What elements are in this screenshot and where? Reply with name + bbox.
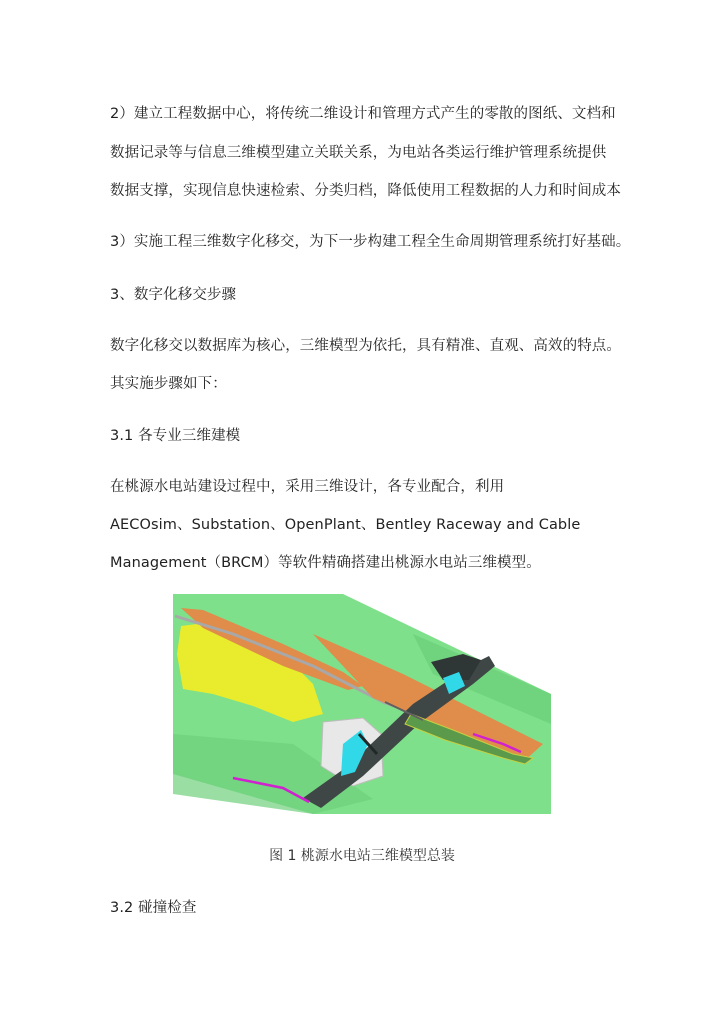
section-heading-3-1: 3.1 各专业三维建模 (110, 428, 241, 444)
line-11: Management（BRCM）等软件精确搭建出桃源水电站三维模型。 (110, 555, 541, 571)
line-4: 3）实施工程三维数字化移交，为下一步构建工程全生命周期管理系统打好基础。 (110, 234, 631, 250)
line-9: 在桃源水电站建设过程中，采用三维设计，各专业配合，利用 (110, 479, 505, 495)
line-10: AECOsim、Substation、OpenPlant、Bentley Raceway and Cable (110, 517, 581, 533)
line-6: 数字化移交以数据库为核心，三维模型为依托，具有精准、直观、高效的特点。 (110, 338, 621, 354)
section-heading-3: 3、数字化移交步骤 (110, 287, 237, 303)
hydropower-model-figure (173, 594, 551, 814)
line-1: 2）建立工程数据中心，将传统二维设计和管理方式产生的零散的图纸、文档和 (110, 106, 616, 122)
line-7: 其实施步骤如下： (110, 376, 227, 392)
model-render (173, 594, 551, 814)
line-2: 数据记录等与信息三维模型建立关联关系，为电站各类运行维护管理系统提供 (110, 145, 607, 161)
figure-caption: 图 1 桃源水电站三维模型总装 (269, 848, 455, 864)
line-3: 数据支撑，实现信息快速检索、分类归档，降低使用工程数据的人力和时间成本 (110, 183, 621, 199)
section-heading-3-2: 3.2 碰撞检查 (110, 900, 197, 916)
